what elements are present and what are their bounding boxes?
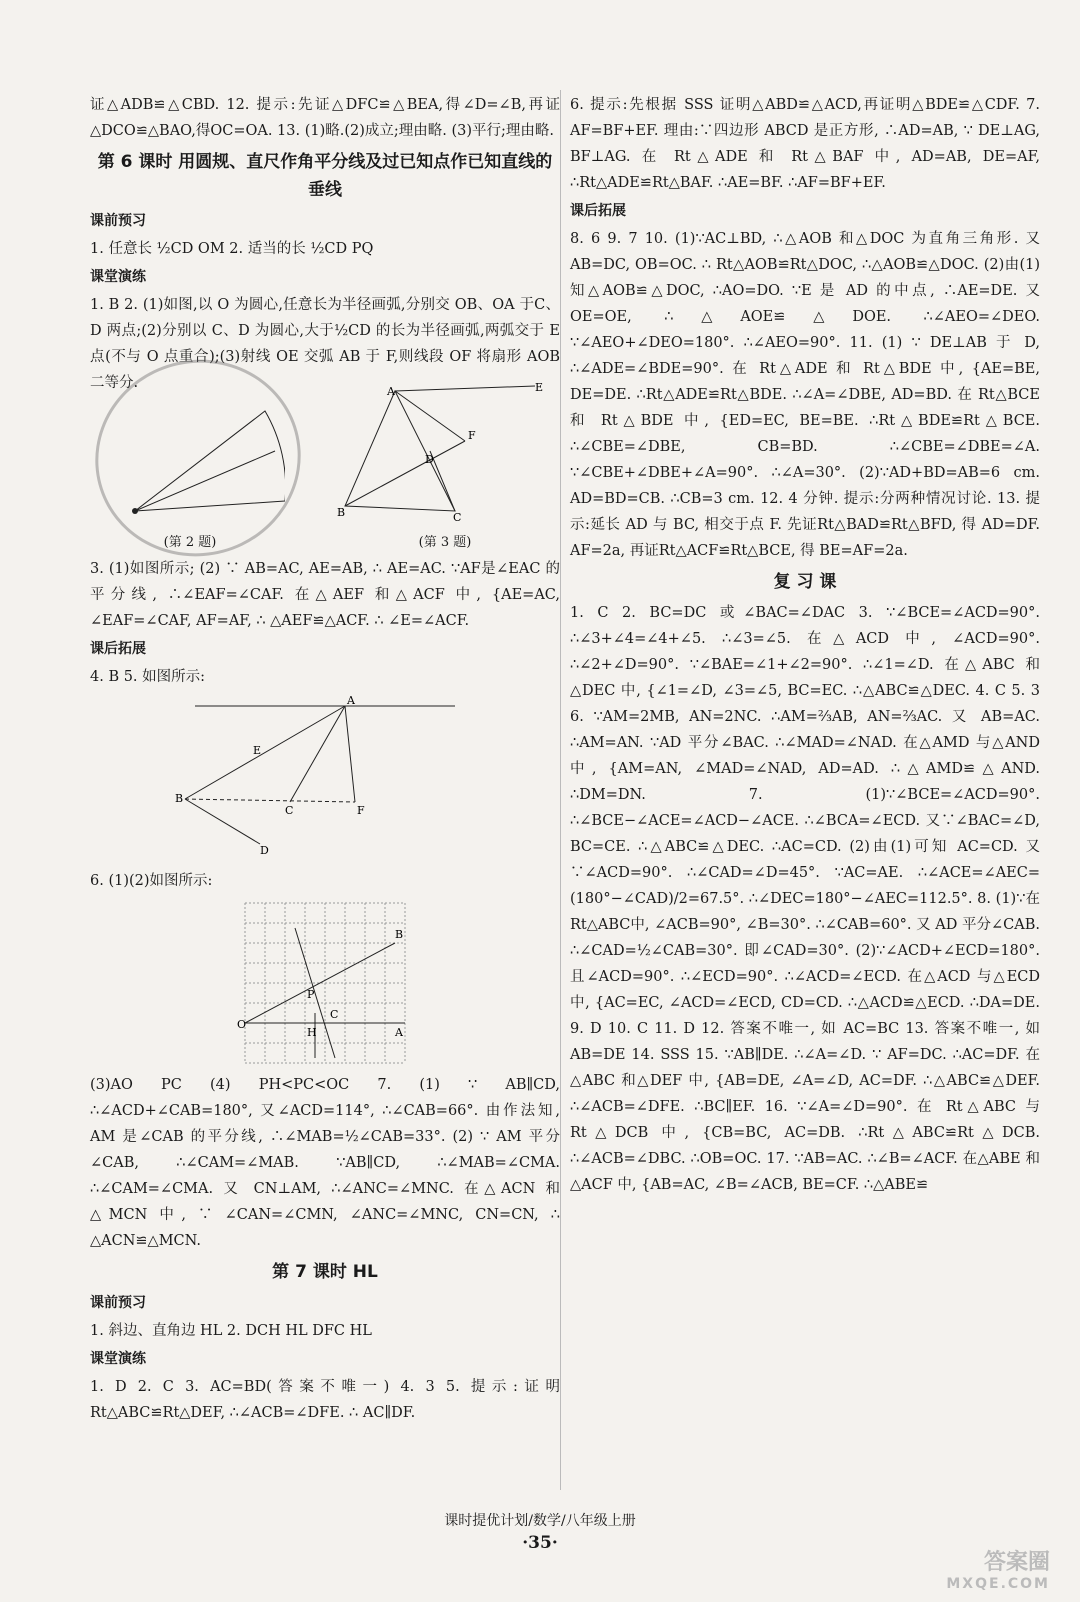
figure-5 [175,694,475,864]
lesson6-title: 第 6 课时 用圆规、直尺作角平分线及过已知点作已知直线的垂线 [97,152,553,200]
right-intro: 6. 提示:先根据 SSS 证明△ABD≌△ACD,再证明△BDE≌△CDF. 7. AF=BF+EF. 理由:∵四边形 ABCD 是正方形, ∴AD=AB, ∵ DE⊥AG, BF⊥AG. 在 Rt△ADE 和 Rt△BAF 中, AD=AB, DE=AF, ∴Rt△ADE≌Rt△BAF. ∴AE=BF. ∴AF=BF+EF. [570,97,1040,191]
svg-text:B: B [175,792,184,805]
after-class-answers: 8. 6 9. 7 10. (1)∵AC⊥BD, ∴△AOB 和△DOC 为直角三角形. 又 AB=DC, OB=OC. ∴ Rt△AOB≌Rt△DOC, ∴△AOB≌△DOC. (2)由(1)知△AOB≌△DOC, ∴AO=DO. ∵E 是 AD 的中点, ∴AE=DE. 又 OE=OE, ∴△AOE≌△DOE. ∴∠AEO=∠DEO. ∵∠AEO+∠DEO=180°. ∴∠AEO=90°. 11. (1) ∵ DE⊥AB 于 D, ∴∠ADE=∠BDE=90°. 在 Rt△ADE 和 Rt△BDE 中, {AE=BE, DE=DE. ∴Rt△ADE≌Rt△BDE. ∴∠A=∠DBE, AD=BD. 在 Rt△BCE 和 Rt△BDE 中, {ED=EC, BE=BE. ∴Rt△BDE≌Rt△BCE. ∴∠CBE=∠DBE, CB=BD. ∴∠CBE=∠DBE=∠A. ∵∠CBE+∠DBE+∠A=90°. ∴∠A=30°. (2)∵AD+BD=AB=6 cm. AD=BD=CB. ∴CB=3 cm. 12. 4 分钟. 提示:分两种情况讨论. 13. 提示:延长 AD 与 BC, 相交于点 F. 先证Rt△BAD≌Rt△BFD, 得 AD=DF. AF=2a, 再证Rt△ACF≌Rt△BCE, 得 BE=AF=2a. [570,231,1040,559]
class-practice-label-2: 课堂演练 [90,1351,146,1367]
class-practice-answers: 1. B 2. (1)如图,以 O 为圆心,任意长为半径画弧,分别交 OB、OA 于C、D 两点;(2)分别以 C、D 为圆心,大于½CD 的长为半径画弧,两弧交于 E 点(不与 O 点重合);(3)射线 OE 交弧 AB 于 F,则线段 OF 将扇形 AOB 二等分. [90,297,560,391]
review-answers: 1. C 2. BC=DC 或∠BAC=∠DAC 3. ∵∠BCE=∠ACD=90°. ∴∠3+∠4=∠4+∠5. ∴∠3=∠5. 在△ACD 中, ∠ACD=90°. ∴∠2+∠D=90°. ∵∠BAE=∠1+∠2=90°. ∴∠1=∠D. 在△ABC 和△DEC 中, {∠1=∠D, ∠3=∠5, BC=EC. ∴△ABC≌△DEC. 4. C 5. 3 6. ∵AM=2MB, AN=2NC. ∴AM=⅔AB, AN=⅔AC. 又 AB=AC. ∴AM=AN. ∵AD 平分∠BAC. ∴∠MAD=∠NAD. 在△AMD 与△AND 中, {AM=AN, ∠MAD=∠NAD, AD=AD. ∴△AMD≌△AND. ∴DM=DN. 7. (1)∵∠BCE=∠ACD=90°. ∴∠BCE−∠ACE=∠ACD−∠ACE. ∴∠BCA=∠ECD. 又∵∠BAC=∠D, BC=CE. ∴△ABC≌△DEC. ∴AC=CD. (2)由(1)可知 AC=CD. 又∵∠ACD=90°. ∴∠CAD=∠D=45°. ∵AC=AE. ∴∠ACE=∠AEC=(180°−∠CAD)/2=67.5°. ∴∠DEC=180°−∠AEC=112.5°. 8. (1)∵在Rt△ABC中, ∠ACB=90°, ∠B=30°. ∴∠CAB=60°. 又 AD 平分∠CAB. ∴∠CAD=½∠CAB=30°. 即∠CAD=30°. (2)∵∠ACD+∠ECD=180°. 且∠ACD=90°. ∴∠ECD=90°. ∴∠ACD=∠ECD. 在△ACD 与△ECD 中, {AC=EC, ∠ACD=∠ECD, CD=CD. ∴△ACD≌△ECD. ∴DA=DE. 9. D 10. C 11. D 12. 答案不唯一, 如 AC=BC 13. 答案不唯一, 如 AB=DE 14. SSS 15. ∵AB∥DE. ∴∠A=∠D. ∵ AF=DC. ∴AC=DF. 在△ABC 和△DEF 中, {AB=DE, ∠A=∠D, AC=DF. ∴△ABC≌△DEF. ∴∠ACB=∠DFE. ∴BC∥EF. 16. ∵∠A=∠D=90°. 在 Rt△ABC 与 Rt△DCB 中, {CB=BC, AC=DB. ∴Rt△ABC≌Rt△DCB. ∴∠ACB=∠DBC. ∴OB=OC. 17. ∵AB=AC. ∴∠B=∠ACF. 在△ABE 和△ACF 中, {AB=AC, ∠B=∠ACB, BE=CF. ∴△ABE≌ [570,605,1040,1193]
lesson7-title: 第 7 课时 HL [272,1262,378,1282]
svg-text:B: B [337,506,346,519]
svg-text:E: E [535,381,544,394]
svg-text:C: C [330,1008,339,1021]
class-practice-answers-2: 1. D 2. C 3. AC=BD(答案不唯一) 4. 3 5. 提示:证明 Rt△ABC≌Rt△DEF, ∴∠ACB=∠DFE. ∴ AC∥DF. [90,1379,560,1421]
left-column [90,92,560,1426]
column-divider [560,90,561,1490]
question-3: 3. (1)如图所示; (2) ∵ AB=AC, AE=AB, ∴ AE=AC. ∵AF是∠EAC 的平分线, ∴∠EAF=∠CAF. 在△AEF 和△ACF 中, {AE=AC, ∠EAF=∠CAF, AF=AF, ∴ △AEF≌△ACF. ∴ ∠E=∠ACF. [90,561,560,629]
footer-line: 课时提优计划/数学/八年级上册 [444,1513,636,1529]
after-class-label-right: 课后拓展 [570,203,626,219]
watermark-logo [910,1545,1050,1595]
left-intro: 证△ADB≌△CBD. 12. 提示:先证△DFC≌△BEA,得∠D=∠B,再证△DCO≌△BAO,得OC=OA. 13. (1)略.(2)成立;理由略. (3)平行;理由略. [90,97,560,139]
svg-text:E: E [253,744,262,757]
pre-study-label: 课前预习 [90,213,146,229]
page-number: ·35· [522,1533,558,1553]
figure-3 [330,381,560,556]
pre-study-answers: 1. 任意长 ½CD OM 2. 适当的长 ½CD PQ [90,241,374,257]
review-title: 复 习 课 [773,572,837,592]
figure-3-caption: (第 3 题) [418,535,472,550]
watermark-url: MXQE.COM [946,1576,1050,1592]
figure-2-caption: (第 2 题) [163,535,217,550]
svg-text:C: C [285,804,294,817]
after-class-label: 课后拓展 [90,641,146,657]
svg-text:P: P [307,988,315,1001]
svg-text:A: A [387,385,395,398]
svg-text:A: A [347,694,355,707]
svg-text:C: C [453,511,462,521]
svg-text:H: H [307,1026,317,1039]
class-practice-label: 课堂演练 [90,269,146,285]
question-6: 6. (1)(2)如图所示: [90,873,213,889]
grid-figure [235,898,415,1068]
pre-study-label-2: 课前预习 [90,1295,146,1311]
svg-text:D: D [260,844,269,857]
questions-4-5: 4. B 5. 如图所示: [90,669,206,685]
right-column [570,92,1040,1198]
svg-text:D: D [425,453,434,466]
triangle-figure [335,381,555,521]
svg-text:A: A [395,1026,403,1039]
pre-study-answers-2: 1. 斜边、直角边 HL 2. DCH HL DFC HL [90,1323,372,1339]
svg-text:O: O [237,1018,247,1031]
watermark-text: 答案圈 [983,1550,1050,1575]
svg-text:F: F [357,804,365,817]
svg-text:B: B [395,928,404,941]
svg-text:F: F [468,429,476,442]
questions-6-7: (3)AO PC (4) PH<PC<OC 7. (1) ∵ AB∥CD, ∴∠ACD+∠CAB=180°, 又∠ACD=114°, ∴∠CAB=66°. 由作法知, AM 是∠CAB 的平分线, ∴∠MAB=½∠CAB=33°. (2) ∵ AM 平分∠CAB, ∴∠CAM=∠MAB. ∵AB∥CD, ∴∠MAB=∠CMA. ∴∠CAM=∠CMA. 又 CN⊥AM, ∴∠ANC=∠MNC. 在△ACN 和△MCN 中, ∵ ∠CAN=∠CMN, ∠ANC=∠MNC, CN=CN, ∴ △ACN≌△MCN. [90,1077,560,1249]
